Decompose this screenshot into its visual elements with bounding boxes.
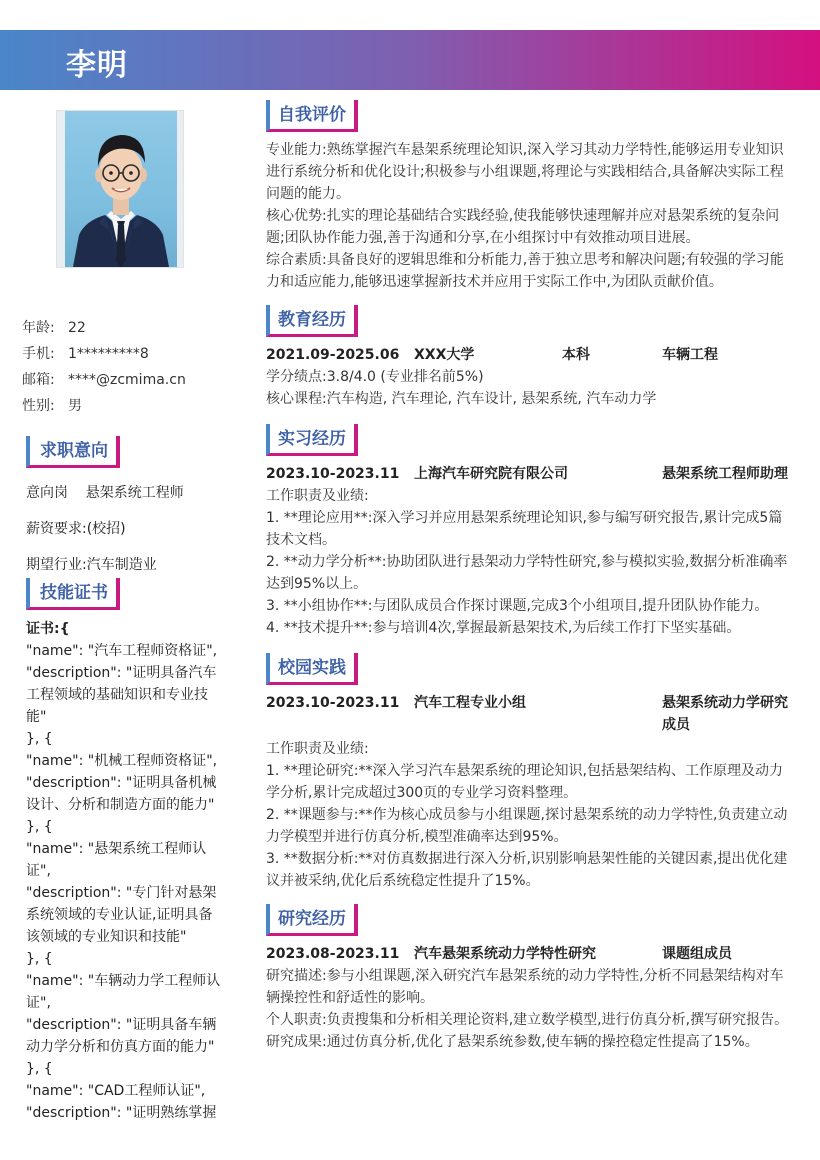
- info-value: 1*********8: [68, 346, 149, 362]
- research-period: 2023.08-2023.11: [266, 946, 400, 962]
- info-value: 男: [68, 398, 82, 414]
- cert-line: "description": "证明具备车辆动力学分析和仿真方面的能力": [26, 1017, 217, 1055]
- edu-gpa: 学分绩点:3.8/4.0 (专业排名前5%): [266, 369, 484, 385]
- internship-title: 实习经历: [266, 424, 358, 456]
- edu-major: 车辆工程: [662, 347, 718, 363]
- self-eval-paragraph: 专业能力:熟练掌握汽车悬架系统理论知识,深入学习其动力学特性,能够运用专业知识进行系统分析和优化设计;积极参与小组课题,将理论与实践相结合,具备解决实际工程问题的能力。: [266, 142, 784, 202]
- research-project: 汽车悬架系统动力学特性研究: [414, 946, 596, 962]
- self-eval-title: 自我评价: [266, 100, 358, 132]
- portrait-illustration: [65, 111, 177, 267]
- intern-company: 上海汽车研究院有限公司: [414, 466, 568, 482]
- research-item: 研究成果:通过仿真分析,优化了悬架系统参数,使车辆的操控稳定性提高了15%。: [266, 1034, 759, 1050]
- info-phone: [22, 344, 232, 370]
- skills-title: 技能证书: [26, 578, 120, 610]
- intern-role: 悬架系统工程师助理: [662, 466, 788, 482]
- cert-line: "description": "专门针对悬架系统领域的专业认证,证明具备该领域的专业知识和技能": [26, 885, 217, 945]
- self-eval-section: [266, 139, 796, 293]
- info-label: 性别:: [22, 398, 55, 414]
- header-banner: [0, 30, 820, 90]
- cert-line: }, {: [26, 731, 53, 747]
- profile-photo: [56, 110, 184, 268]
- edu-courses: 核心课程:汽车构造, 汽车理论, 汽车设计, 悬架系统, 汽车动力学: [266, 391, 657, 407]
- cert-line: "name": "汽车工程师资格证",: [26, 643, 218, 659]
- candidate-name: 李明: [66, 48, 128, 83]
- info-age: [22, 318, 232, 344]
- campus-title: 校园实践: [266, 653, 358, 685]
- campus-item: 3. **数据分析:**对仿真数据进行深入分析,识别影响悬架性能的关键因素,提出优化建议并被采纳,优化后系统稳定性提升了15%。: [266, 851, 788, 889]
- cert-line: }, {: [26, 951, 53, 967]
- intern-item: 3. **小组协作**:与团队成员合作探讨课题,完成3个小组项目,提升团队协作能力。: [266, 598, 769, 614]
- campus-period: 2023.10-2023.11: [266, 695, 400, 711]
- campus-heading: 工作职责及业绩:: [266, 741, 369, 757]
- intern-item: 4. **技术提升**:参与培训4次,掌握最新悬架技术,为后续工作打下坚实基础。: [266, 620, 741, 636]
- research-row: [266, 943, 796, 965]
- info-label: 手机:: [22, 346, 55, 362]
- self-eval-paragraph: 综合素质:具备良好的逻辑思维和分析能力,善于独立思考和解决问题;有较强的学习能力和适应能力,能够迅速掌握新技术并应用于实际工作中,为团队贡献价值。: [266, 252, 784, 290]
- job-intent-section: [26, 482, 226, 590]
- internship-row: [266, 463, 796, 485]
- intern-item: 1. **理论应用**:深入学习并应用悬架系统理论知识,参与编写研究报告,累计完成5篇技术文档。: [266, 510, 783, 548]
- job-intent-title: 求职意向: [26, 436, 120, 468]
- cert-line: "description": "证明熟练掌握: [26, 1105, 217, 1121]
- intent-position: 意向岗 悬架系统工程师: [26, 485, 184, 501]
- sidebar: [0, 90, 240, 1160]
- cert-line: "name": "CAD工程师认证",: [26, 1083, 206, 1099]
- edu-school: XXX大学: [414, 347, 475, 363]
- research-title: 研究经历: [266, 904, 358, 936]
- info-gender: [22, 396, 232, 422]
- edu-degree: 本科: [562, 347, 590, 363]
- campus-org: 汽车工程专业小组: [414, 695, 526, 711]
- info-label: 年龄:: [22, 320, 55, 336]
- intern-heading: 工作职责及业绩:: [266, 488, 369, 504]
- campus-item: 1. **理论研究:**深入学习汽车悬架系统的理论知识,包括悬架结构、工作原理及动力学分析,累计完成超过300页的专业学习资料整理。: [266, 763, 783, 801]
- info-label: 邮箱:: [22, 372, 55, 388]
- research-section: [266, 943, 796, 1053]
- portrait-image: [65, 111, 177, 267]
- cert-line: }, {: [26, 1061, 53, 1077]
- education-title: 教育经历: [266, 305, 358, 337]
- intent-salary: 薪资要求:(校招): [26, 521, 126, 537]
- info-email: [22, 370, 232, 396]
- cert-line: 证书:{: [26, 621, 70, 637]
- cert-line: "name": "机械工程师资格证",: [26, 753, 218, 769]
- info-value: 22: [68, 320, 86, 336]
- internship-section: [266, 463, 796, 639]
- intern-period: 2023.10-2023.11: [266, 466, 400, 482]
- basic-info: [22, 318, 232, 422]
- intent-industry: 期望行业:汽车制造业: [26, 557, 157, 573]
- info-value: ****@zcmima.cn: [68, 372, 186, 388]
- research-item: 个人职责:负责搜集和分析相关理论资料,建立数学模型,进行仿真分析,撰写研究报告。: [266, 1012, 789, 1028]
- cert-line: }, {: [26, 819, 53, 835]
- research-role: 课题组成员: [662, 946, 732, 962]
- edu-period: 2021.09-2025.06: [266, 347, 400, 363]
- research-item: 研究描述:参与小组课题,深入研究汽车悬架系统的动力学特性,分析不同悬架结构对车辆操控性和舒适性的影响。: [266, 968, 784, 1006]
- cert-line: "name": "车辆动力学工程师认证",: [26, 973, 221, 1011]
- cert-line: "name": "悬架系统工程师认证",: [26, 841, 207, 879]
- education-row: [266, 344, 796, 366]
- cert-line: "description": "证明具备机械设计、分析和制造方面的能力": [26, 775, 217, 813]
- self-eval-paragraph: 核心优势:扎实的理论基础结合实践经验,使我能够快速理解并应对悬架系统的复杂问题;团队协作能力强,善于沟通和分享,在小组探讨中有效推动项目进展。: [266, 208, 780, 246]
- campus-section: [266, 692, 796, 892]
- certificates-list: [26, 618, 222, 1124]
- intern-item: 2. **动力学分析**:协助团队进行悬架动力学特性研究,参与模拟实验,数据分析准确率达到95%以上。: [266, 554, 788, 592]
- campus-row: [266, 692, 796, 738]
- campus-item: 2. **课题参与:**作为核心成员参与小组课题,探讨悬架系统的动力学特性,负责建立动力学模型并进行仿真分析,模型准确率达到95%。: [266, 807, 788, 845]
- campus-role: 悬架系统动力学研究成员: [662, 695, 788, 733]
- education-section: [266, 344, 796, 410]
- cert-line: "description": "证明具备汽车工程领域的基础知识和专业技能": [26, 665, 217, 725]
